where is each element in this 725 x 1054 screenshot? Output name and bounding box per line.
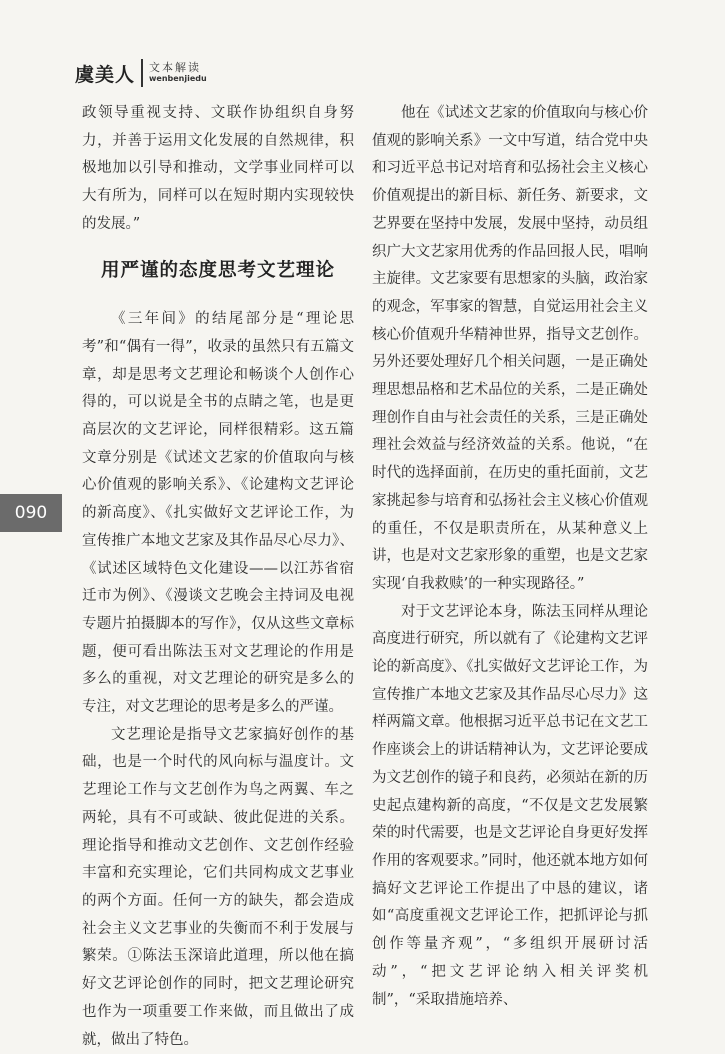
paragraph: 政领导重视支持、文联作协组织自身努力，并善于运用文化发展的自然规律，积极地加以引导和推动，文学事业同样可以大有所为，同样可以在短时期内实现较快的发展。” (82, 105, 354, 232)
paragraph: 《三年间》的结尾部分是“理论思考”和“偶有一得”，收录的虽然只有五篇文章，却是思考文艺理论和畅谈个人创作心得的，可以说是全书的点睛之笔，也是更高层次的文艺评论，同样很精彩。这五篇文章分别是《试述文艺家的价值取向与核心价值观的影响关系》、《论建构文艺评论的新高度》、《扎实做好文艺评论工作，为宣传推广本地文艺家及其作品尽心尽力》、《试述区域特色文化建设——以江苏省宿迁市为例》、《漫谈文艺晚会主持词及电视专题片拍摄脚本的写作》，仅从这些文章标题，便可看出陈法玉对文艺理论的作用是多么的重视，对文艺理论的研究是多么的专注，对文艺理论的思考是多么的严谨。 (82, 311, 354, 716)
paragraph: 他在《试述文艺家的价值取向与核心价值观的影响关系》一文中写道，结合党中央和习近平总书记对培育和弘扬社会主义核心价值观提出的新目标、新任务、新要求，文艺界要在坚持中发展，发展中坚持，动员组织广大文艺家用优秀的作品回报人民，唱响主旋律。文艺家要有思想家的头脑，政治家的观念，军事家的智慧，自觉运用社会主义核心价值观升华精神世界，指导文艺创作。另外还要处理好几个相关问题，一是正确处理思想品格和艺术品位的关系，二是正确处理创作自由与社会责任的关系，三是正确处理社会效益与经济效益的关系。他说，“在时代的选择面前，在历史的重托面前，文艺家挑起参与培育和弘扬社会主义核心价值观的重任，不仅是职责所在，从某种意义上讲，也是对文艺家形象的重塑，也是文艺家实现‘自我救赎’的一种实现路径。” (372, 105, 648, 592)
section-label-cn: 文本解读 (149, 61, 202, 74)
paragraph: 对于文艺评论本身，陈法玉同样从理论高度进行研究，所以就有了《论建构文艺评论的新高度》、《扎实做好文艺评论工作，为宣传推广本地文艺家及其作品尽心尽力》这样两篇文章。他根据习近平总书记在文艺工作座谈会上的讲话精神认为，文艺评论要成为文艺创作的镜子和良药，必须站在新的历史起点建构新的高度，“不仅是文艺发展繁荣的时代需要，也是文艺评论自身更好发挥作用的客观要求。”同时，他还就本地方如何搞好文艺评论工作提出了中恳的建议，诸如“高度重视文艺评论工作，把抓评论与抓创作等量齐观”，“多组织开展研讨活动”，“把文艺评论纳入相关评奖机制”，“采取措施培养、 (372, 603, 648, 1008)
magazine-title: 虞美人 (75, 63, 136, 86)
left-column (82, 100, 354, 1054)
paragraph: 文艺理论是指导文艺家搞好创作的基础，也是一个时代的风向标与温度计。文艺理论工作与文艺创作为鸟之两翼、车之两轮，具有不可或缺、彼此促进的关系。理论指导和推动文艺创作、文艺创作经验丰富和充实理论，它们共同构成文艺事业的两个方面。任何一方的缺失，都会造成社会主义文艺事业的失衡而不利于发展与繁荣。①陈法玉深谙此道理，所以他在搞好文艺评论创作的同时，把文艺理论研究也作为一项重要工作来做，而且做出了成就，做出了特色。 (82, 726, 354, 1048)
right-column (372, 100, 648, 1014)
header-divider (141, 59, 143, 87)
page-number: 090 (0, 494, 62, 532)
running-header (75, 58, 207, 88)
section-heading: 用严谨的态度思考文艺理论 (100, 259, 335, 281)
section-label-en: wenbenjiedu (149, 74, 207, 83)
section-label (149, 62, 207, 84)
